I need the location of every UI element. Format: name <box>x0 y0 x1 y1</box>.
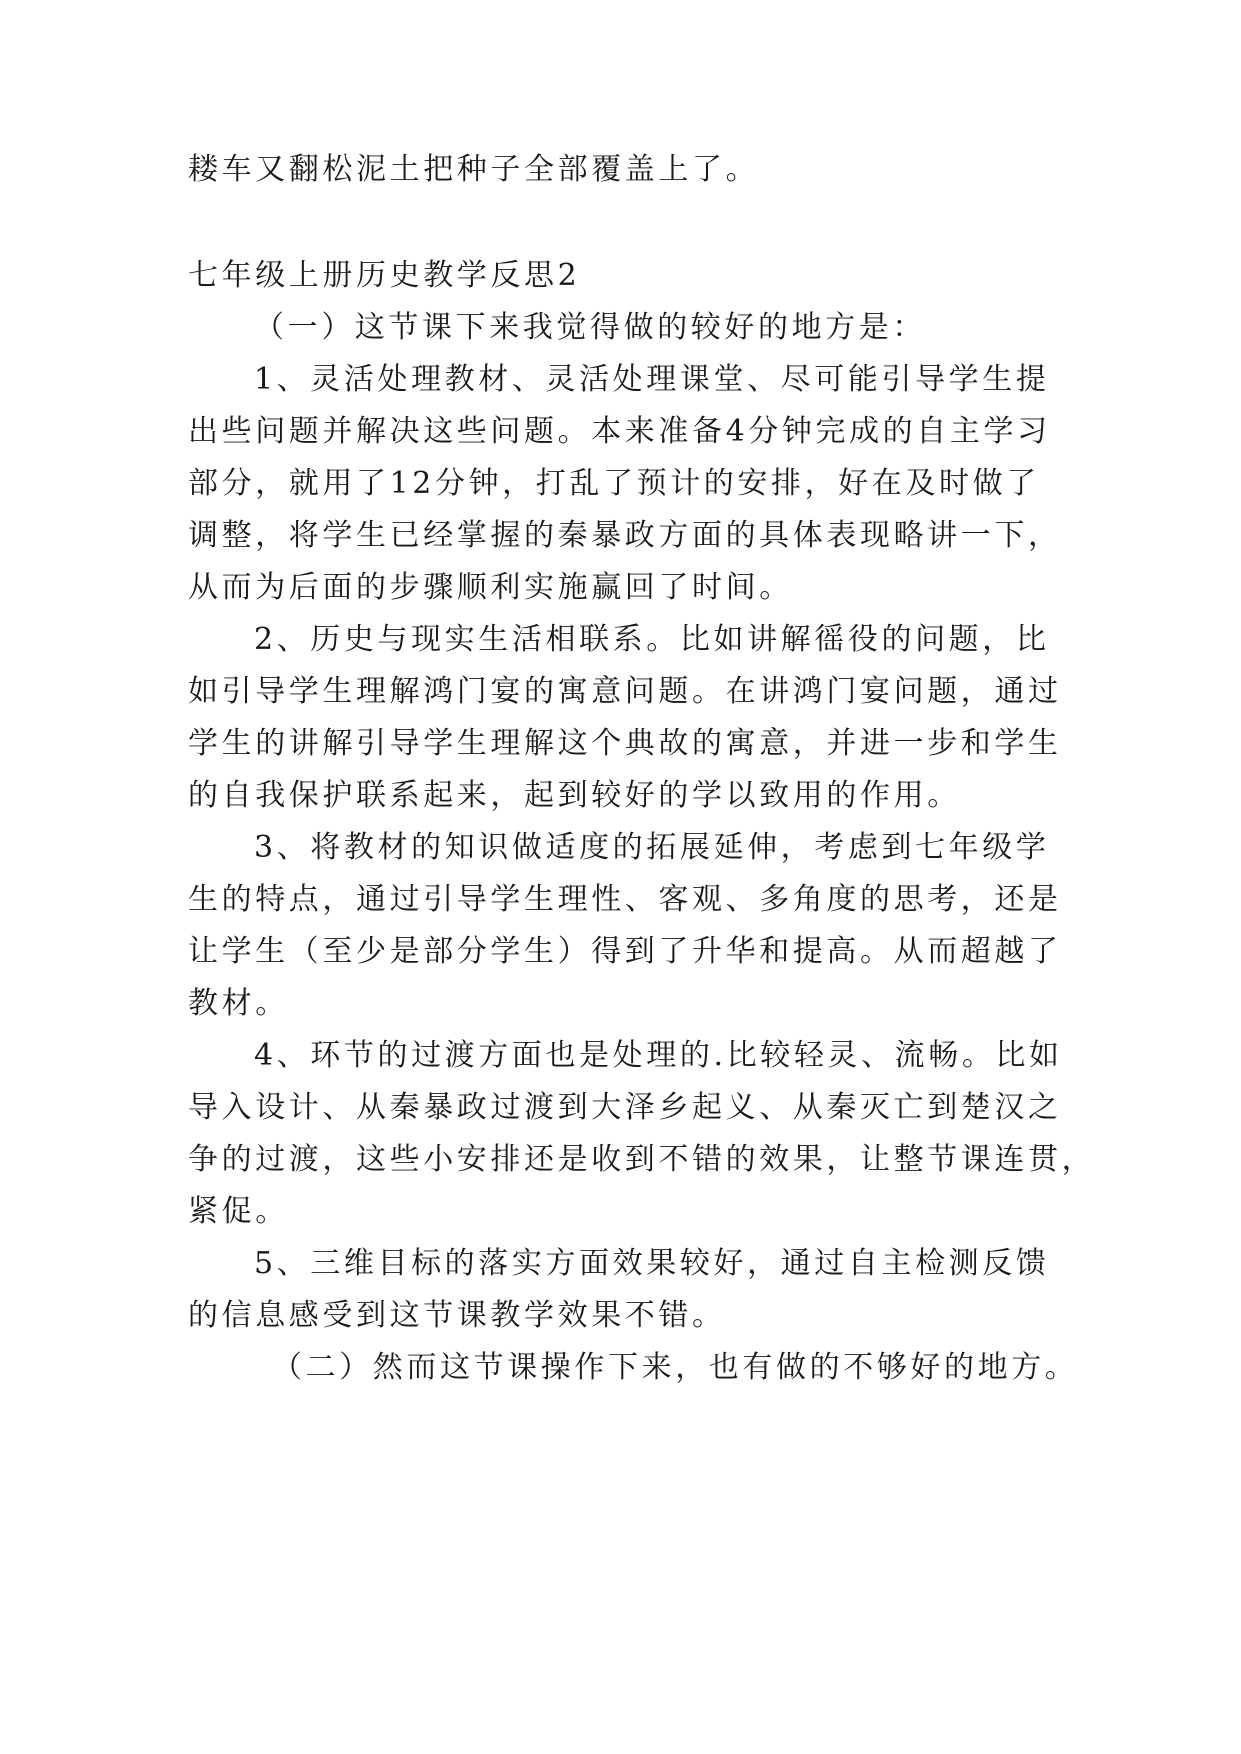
paragraph-2-line-4: 的自我保护联系起来，起到较好的学以致用的作用。 <box>188 778 961 813</box>
subsection-heading-2: （二）然而这节课操作下来，也有做的不够好的地方。 <box>272 1350 1079 1385</box>
paragraph-5-line-1: 5、三维目标的落实方面效果较好，通过自主检测反馈 <box>254 1246 1050 1281</box>
subsection-heading-1: （一）这节课下来我觉得做的较好的地方是： <box>254 310 926 345</box>
paragraph-1-line-2: 出些问题并解决这些问题。本来准备4分钟完成的自主学习 <box>188 414 1051 449</box>
paragraph-3-line-2: 生的特点，通过引导学生理性、客观、多角度的思考，还是 <box>188 882 1062 917</box>
paragraph-4-line-4: 紧促。 <box>188 1194 289 1229</box>
paragraph-3-line-1: 3、将教材的知识做适度的拓展延伸，考虑到七年级学 <box>254 830 1050 865</box>
paragraph-4-line-2: 导入设计、从秦暴政过渡到大泽乡起义、从秦灭亡到楚汉之 <box>188 1090 1062 1125</box>
paragraph-3-line-4: 教材。 <box>188 986 289 1021</box>
section-heading: 七年级上册历史教学反思2 <box>188 258 581 293</box>
paragraph-1-line-4: 调整，将学生已经掌握的秦暴政方面的具体表现略讲一下， <box>188 518 1062 553</box>
paragraph-4-line-1: 4、环节的过渡方面也是处理的.比较轻灵、流畅。比如 <box>254 1038 1063 1073</box>
text-line-intro: 耧车又翻松泥土把种子全部覆盖上了。 <box>188 152 760 187</box>
paragraph-5-line-2: 的信息感受到这节课教学效果不错。 <box>188 1298 726 1333</box>
paragraph-1-line-5: 从而为后面的步骤顺利实施赢回了时间。 <box>188 570 793 605</box>
paragraph-2-line-3: 学生的讲解引导学生理解这个典故的寓意，并进一步和学生 <box>188 726 1062 761</box>
paragraph-1-line-3: 部分，就用了12分钟，打乱了预计的安排，好在及时做了 <box>188 466 1040 501</box>
paragraph-2-line-1: 2、历史与现实生活相联系。比如讲解徭役的问题，比 <box>254 622 1050 657</box>
paragraph-3-line-3: 让学生（至少是部分学生）得到了升华和提高。从而超越了 <box>188 934 1062 969</box>
paragraph-1-line-1: 1、灵活处理教材、灵活处理课堂、尽可能引导学生提 <box>254 362 1050 397</box>
paragraph-4-line-3: 争的过渡，这些小安排还是收到不错的效果，让整节课连贯， <box>188 1142 1096 1177</box>
paragraph-2-line-2: 如引导学生理解鸿门宴的寓意问题。在讲鸿门宴问题，通过 <box>188 674 1062 709</box>
